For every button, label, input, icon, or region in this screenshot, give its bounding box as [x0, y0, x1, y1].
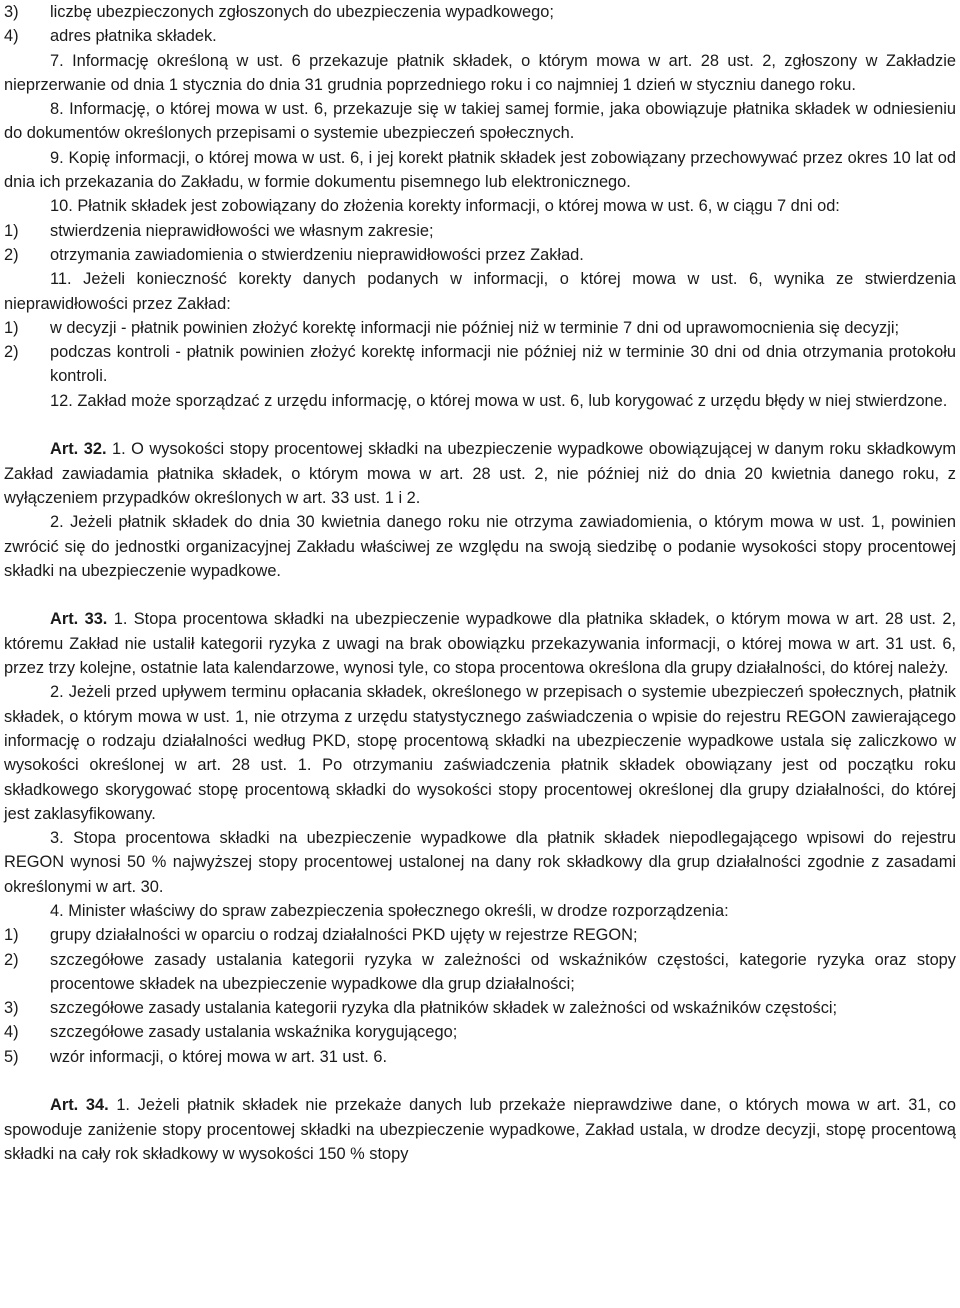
list-item: [4, 1045, 956, 1069]
article-34-label: Art. 34.: [50, 1096, 109, 1115]
article-33-label: Art. 33.: [50, 610, 108, 629]
list-item: [4, 948, 956, 997]
list-item-text: liczbę ubezpieczonych zgłoszonych do ubezpieczenia wypadkowego;: [50, 3, 554, 21]
list-item: [4, 1020, 956, 1044]
list-item-number: 2): [4, 343, 19, 362]
spacer: [4, 1069, 956, 1093]
list-item: [4, 340, 956, 389]
list-item-text: stwierdzenia nieprawidłowości we własnym zakresie;: [50, 221, 434, 240]
list-item: [4, 24, 956, 48]
list-item-text: podczas kontroli - płatnik powinien złożyć korektę informacji nie później niż w terminie 30 dni od dnia otrzymania protokołu kontroli.: [50, 343, 956, 386]
list-item-number: 3): [4, 999, 19, 1018]
article-32-paragraph-1: [4, 437, 956, 510]
list-item-text: szczegółowe zasady ustalania wskaźnika korygującego;: [50, 1023, 458, 1042]
list-item-number: 3): [4, 3, 19, 21]
list-item-number: 1): [4, 318, 19, 337]
list-item: [4, 923, 956, 947]
paragraph-9: 9. Kopię informacji, o której mowa w ust. 6, i jej korekt płatnik składek jest zobowiązany przechowywać przez okres 10 lat od dnia ich przekazania do Zakładu, w formie dokumentu pisemnego lub elektronicznego.: [4, 148, 956, 192]
article-33-paragraph-2: 2. Jeżeli przed upływem terminu opłacania składek, określonego w przepisach o systemie ubezpieczeń społecznych, płatnik składek, o którym mowa w ust. 1, nie otrzyma z urzędu statystycznego zaświadczenia o wpisie do rejestru REGON zawierającego informację o rodzaju działalności według PKD, stopę procentową składki na ubezpieczenie wypadkowe ustala się zaliczkowo w wysokości określonej w art. 28 ust. 1. Po otrzymaniu zaświadczenia płatnik składek obowiązany jest od początku roku składkowego skorygować stopę procentową składki do wysokości stopy procentowej określonej dla grupy działalności, do której jest zaklasyfikowany.: [4, 683, 956, 823]
list-item-number: 4): [4, 1023, 19, 1042]
article-33-text-1: 1. Stopa procentowa składki na ubezpieczenie wypadkowe dla płatnika składek, o którym mowa w art. 28 ust. 2, któremu Zakład nie ustalił kategorii ryzyka z uwagi na brak obowiązku przekazywania informacji, o której mowa w art. 31 ust. 6, przez trzy kolejne, ostatnie lata kalendarzowe, wynosi tyle, co stopa procentowa określona dla grupy działalności, do której należy.: [4, 610, 956, 678]
list-item-text: szczegółowe zasady ustalania kategorii ryzyka dla płatników składek w zależności od wskaźników częstości;: [50, 999, 838, 1018]
list-item: [4, 0, 956, 24]
article-34-text-1: 1. Jeżeli płatnik składek nie przekaże danych lub przekaże nieprawdziwe dane, o których mowa w art. 31, co spowoduje zaniżenie stopy procentowej składki na ubezpieczenie wypadkowe, Zakład ustala, w drodze decyzji, stopę procentową składki na cały rok składkowy w wysokości 150 % stopy: [4, 1096, 956, 1163]
list-item-text: otrzymania zawiadomienia o stwierdzeniu nieprawidłowości przez Zakład.: [50, 245, 584, 264]
article-32-label: Art. 32.: [50, 440, 107, 459]
article-32-text-1: 1. O wysokości stopy procentowej składki na ubezpieczenie wypadkowe obowiązującej w danym roku składkowym Zakład zawiadamia płatnika składek, o którym mowa w art. 28 ust. 2, nie później niż do dnia 20 kwietnia danego roku, z wyłączeniem przypadków określonych w art. 33 ust. 1 i 2.: [4, 440, 956, 507]
paragraph-10: 10. Płatnik składek jest zobowiązany do złożenia korekty informacji, o której mowa w ust. 6, w ciągu 7 dni od:: [50, 197, 840, 216]
list-item-text: grupy działalności w oparciu o rodzaj działalności PKD ujęty w rejestrze REGON;: [50, 926, 638, 945]
list-item: [4, 219, 956, 243]
article-33-paragraph-1: [4, 607, 956, 680]
list-item-number: 4): [4, 27, 19, 46]
article-34-paragraph-1: [4, 1093, 956, 1166]
list-item-number: 2): [4, 950, 19, 969]
list-item-text: adres płatnika składek.: [50, 27, 217, 46]
list-item: [4, 996, 956, 1020]
paragraph-7: 7. Informację określoną w ust. 6 przekazuje płatnik składek, o którym mowa w art. 28 ust. 2, zgłoszony w Zakładzie nieprzerwanie od dnia 1 stycznia do dnia 31 grudnia poprzedniego roku i co najmniej 1 dzień w styczniu danego roku.: [4, 51, 956, 94]
paragraph-8: 8. Informację, o której mowa w ust. 6, przekazuje się w takiej samej formie, jaka obowiązuje płatnika składek w odniesieniu do dokumentów określonych przepisami o systemie ubezpieczeń społecznych.: [4, 100, 956, 143]
list-item-number: 2): [4, 245, 19, 264]
article-32-paragraph-2: 2. Jeżeli płatnik składek do dnia 30 kwietnia danego roku nie otrzyma zawiadomienia, o którym mowa w ust. 1, powinien zwrócić się do jednostki organizacyjnej Zakładu właściwej ze względu na swoją siedzibę o podanie wysokości stopy procentowej składki na ubezpieczenie wypadkowe.: [4, 513, 956, 580]
paragraph-11: 11. Jeżeli konieczność korekty danych podanych w informacji, o której mowa w ust. 6, wynika ze stwierdzenia nieprawidłowości przez Zakład:: [4, 270, 956, 313]
article-33-paragraph-4: 4. Minister właściwy do spraw zabezpieczenia społecznego określi, w drodze rozporządzenia:: [50, 901, 729, 920]
paragraph-12: 12. Zakład może sporządzać z urzędu informację, o której mowa w ust. 6, lub korygować z urzędu błędy w niej stwierdzone.: [50, 391, 948, 410]
list-item-text: w decyzji - płatnik powinien złożyć korektę informacji nie później niż w terminie 7 dni od uprawomocnienia się decyzji;: [50, 318, 900, 337]
spacer: [4, 413, 956, 437]
list-item-text: szczegółowe zasady ustalania kategorii ryzyka w zależności od wskaźników częstości, kategorie ryzyka oraz stopy procentowe składek na ubezpieczenie wypadkowe dla grup działalności;: [50, 950, 956, 993]
list-item: [4, 243, 956, 267]
spacer: [4, 583, 956, 607]
list-item-number: 5): [4, 1047, 19, 1066]
list-item: [4, 316, 956, 340]
list-item-text: wzór informacji, o której mowa w art. 31 ust. 6.: [50, 1047, 388, 1066]
list-item-number: 1): [4, 221, 19, 240]
article-33-paragraph-3: 3. Stopa procentowa składki na ubezpieczenie wypadkowe dla płatnik składek niepodlegającego wpisowi do rejestru REGON wynosi 50 % najwyższej stopy procentowej ustalonej na dany rok składkowy dla grup działalności zgodnie z zasadami określonymi w art. 30.: [4, 829, 956, 896]
list-item-number: 1): [4, 926, 19, 945]
